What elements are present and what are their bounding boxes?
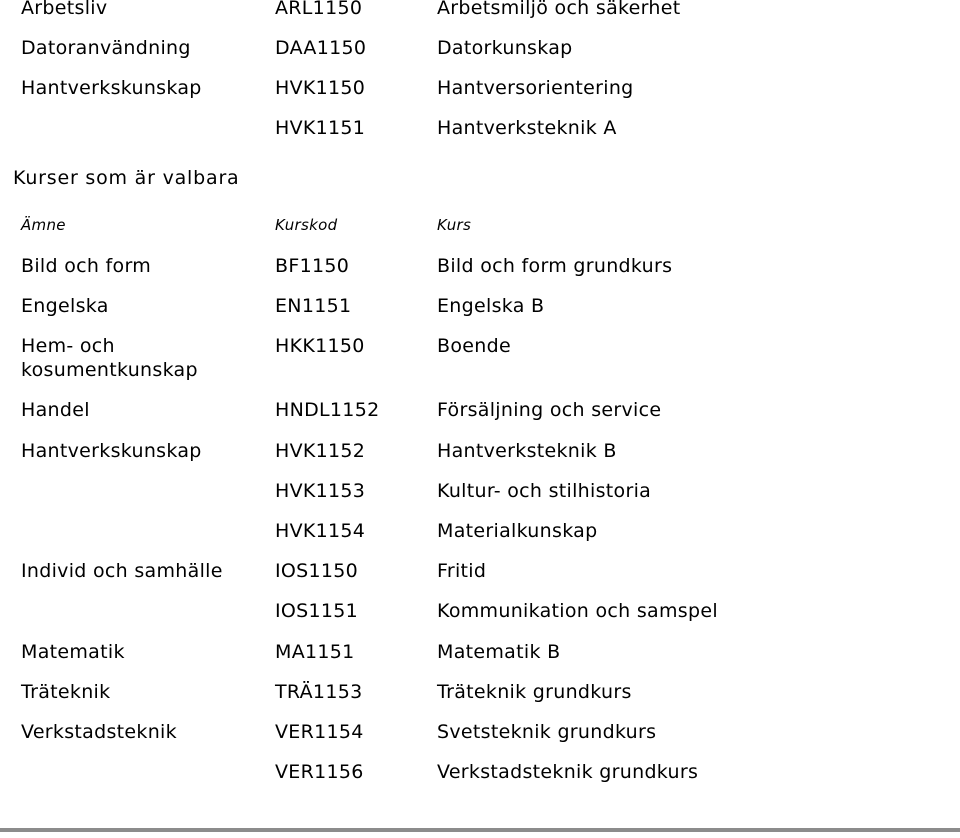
course-code-cell: VER1156	[275, 761, 364, 783]
subject-cell: Individ och samhälle	[21, 560, 223, 582]
course-code-cell: HVK1151	[275, 117, 366, 139]
subject-cell: Arbetsliv	[21, 0, 108, 19]
subject-cell: Datoranvändning	[21, 37, 191, 59]
table-row	[0, 76, 960, 100]
table-row	[0, 760, 960, 784]
course-code-cell: HKK1150	[275, 335, 365, 357]
course-name-cell: Fritid	[437, 560, 487, 582]
subject-cell: Engelska	[21, 295, 109, 317]
subject-cell: Bild och form	[21, 255, 152, 277]
table-row	[0, 680, 960, 704]
subject-cell: Verkstadsteknik	[21, 721, 177, 743]
course-code-cell: MA1151	[275, 641, 355, 663]
subject-cell: Träteknik	[21, 681, 111, 703]
subject-cell: Hantverkskunskap	[21, 440, 202, 462]
course-name-cell: Kommunikation och samspel	[437, 600, 718, 622]
course-code-cell: TRÄ1153	[275, 681, 363, 703]
table-row	[0, 36, 960, 60]
subject-cell: Matematik	[21, 641, 125, 663]
table-row	[0, 559, 960, 583]
table-header	[0, 213, 960, 237]
column-header-code: Kurskod	[275, 216, 338, 234]
section-title: Kurser som är valbara	[13, 167, 240, 189]
course-name-cell: Verkstadsteknik grundkurs	[437, 761, 699, 783]
course-name-cell: Hantverksteknik B	[437, 440, 617, 462]
subject-cell: Hem- och kosumentkunskap	[21, 335, 198, 381]
course-code-cell: EN1151	[275, 295, 352, 317]
column-header-course: Kurs	[437, 216, 472, 234]
table-row	[0, 294, 960, 318]
table-row	[0, 334, 960, 382]
course-code-cell: DAA1150	[275, 37, 367, 59]
course-name-cell: Kultur- och stilhistoria	[437, 480, 652, 502]
course-name-cell: Bild och form grundkurs	[437, 255, 673, 277]
table-row	[0, 116, 960, 140]
course-name-cell: Engelska B	[437, 295, 545, 317]
course-code-cell: HVK1153	[275, 480, 366, 502]
table-row	[0, 720, 960, 744]
table-row	[0, 599, 960, 623]
course-name-cell: Träteknik grundkurs	[437, 681, 632, 703]
course-code-cell: ARL1150	[275, 0, 363, 19]
course-code-cell: IOS1150	[275, 560, 359, 582]
course-name-cell: Försäljning och service	[437, 399, 662, 421]
course-name-cell: Hantverksteknik A	[437, 117, 617, 139]
course-name-cell: Arbetsmiljö och säkerhet	[437, 0, 681, 19]
course-name-cell: Datorkunskap	[437, 37, 573, 59]
course-code-cell: HNDL1152	[275, 399, 380, 421]
subject-cell: Handel	[21, 399, 90, 421]
course-code-cell: HVK1150	[275, 77, 366, 99]
column-header-subject: Ämne	[21, 216, 66, 234]
table-row	[0, 640, 960, 664]
table-row	[0, 0, 960, 20]
table-row	[0, 479, 960, 503]
course-name-cell: Hantversorientering	[437, 77, 634, 99]
course-name-cell: Svetsteknik grundkurs	[437, 721, 657, 743]
table-row	[0, 398, 960, 422]
course-code-cell: BF1150	[275, 255, 350, 277]
subject-cell: Hantverkskunskap	[21, 77, 202, 99]
table-row	[0, 254, 960, 278]
course-name-cell: Boende	[437, 335, 511, 357]
course-name-cell: Matematik B	[437, 641, 561, 663]
course-code-cell: HVK1154	[275, 520, 366, 542]
course-code-cell: IOS1151	[275, 600, 359, 622]
course-code-cell: VER1154	[275, 721, 364, 743]
table-row	[0, 519, 960, 543]
course-code-cell: HVK1152	[275, 440, 366, 462]
course-name-cell: Materialkunskap	[437, 520, 598, 542]
page-bottom-rule	[0, 828, 960, 832]
table-row	[0, 439, 960, 463]
